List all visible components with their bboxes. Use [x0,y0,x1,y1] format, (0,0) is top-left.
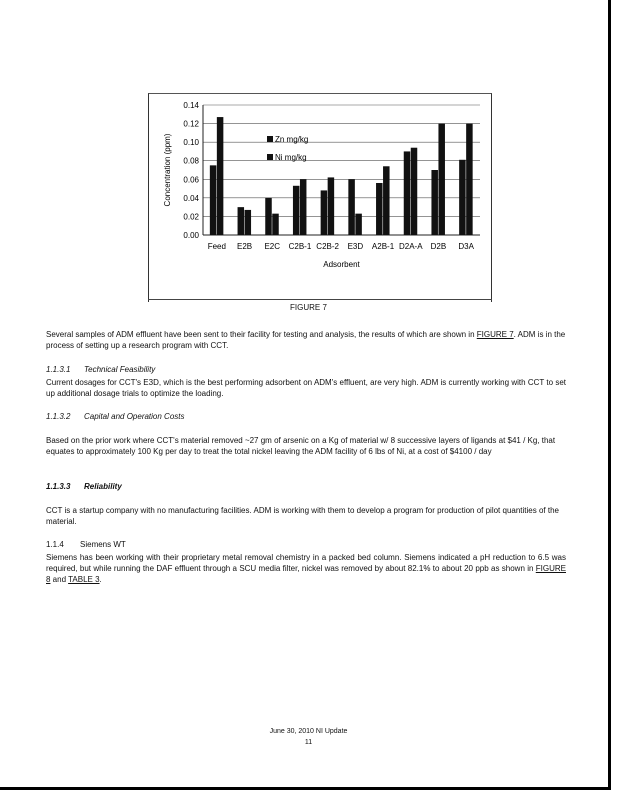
figure-7-link[interactable]: FIGURE 7 [476,330,514,339]
y-tick-label: 0.10 [183,138,199,148]
x-tick-label: D2A-A [398,242,423,251]
y-tick-label: 0.14 [183,101,199,110]
reliability-paragraph: CCT is a startup company with no manufacturing facilities. ADM is working with them to develop a program for production of pilot quantities of the material. [46,506,559,526]
intro-text-2: . ADM is in the process of setting up a research program with CCT. [46,330,566,350]
page-edge-right [608,0,611,790]
x-tick-label: Feed [207,242,226,251]
intro-paragraph [46,329,566,351]
technical-feasibility-paragraph: Current dosages for CCT's E3D, which is the best performing adsorbent on ADM's effluent, are very high. ADM is currently working with CCT to set up additional dosage trials to optimize the loading. [46,378,566,398]
section-number: 1.1.3.2 [46,412,71,421]
bar-e2b-ni [245,210,252,235]
bar-d2b-ni [438,124,445,235]
legend-swatch [267,154,273,160]
y-tick-label: 0.12 [183,119,199,129]
section-heading-reliability [46,482,122,491]
siemens-text: Siemens has been working with their proprietary metal removal chemistry in a packed bed column. Siemens indicated a pH reduction to 6.5 was required, but while running the DAF effluent through a SCU media filter, nickel was removed by about 82.1% to about 20 ppb as shown in [46,553,566,573]
figure-caption: FIGURE 7 [290,303,327,312]
bar-e2c-zn [265,198,272,235]
bar-d2a-a-zn [404,151,411,235]
bar-e2c-ni [272,214,279,235]
y-tick-label: 0.04 [183,193,199,203]
section-number: 1.1.3.3 [46,482,71,491]
legend-label: Ni mg/kg [275,153,307,162]
section-heading-capital-costs [46,412,185,421]
bar-c2b-1-ni [300,179,307,235]
bar-c2b-1-zn [293,186,300,235]
siemens-and: and [50,575,69,584]
x-tick-label: A2B-1 [371,242,395,251]
page-edge-bottom [0,787,611,790]
figure-7-chart [148,93,492,303]
intro-text-1: Several samples of ADM effluent have been sent to their facility for testing and analysis, the results of which are shown in [46,330,477,339]
legend-label: Zn mg/kg [275,135,309,144]
bar-feed-zn [210,165,217,235]
x-axis-label: Adsorbent [323,260,360,269]
section-heading-siemens [46,540,126,549]
bar-d2b-zn [431,170,438,235]
x-tick-label: D2B [430,242,447,251]
bar-e2b-zn [238,207,245,235]
y-tick-label: 0.00 [183,231,199,240]
y-tick-label: 0.02 [183,212,199,222]
bar-feed-ni [217,117,224,235]
bar-d3a-zn [459,160,466,235]
bar-a2b-1-ni [383,166,390,235]
legend-swatch [267,136,273,142]
bar-d2a-a-ni [411,148,418,235]
section-title: Technical Feasibility [84,365,156,374]
footer-date: June 30, 2010 NI Update [269,728,348,735]
x-tick-label: D3A [458,242,474,251]
bar-c2b-2-zn [321,190,328,235]
bar-d3a-ni [466,124,473,235]
x-tick-label: E2B [236,242,253,251]
section-number: 1.1.4 [46,540,64,549]
bar-a2b-1-zn [376,183,383,235]
bar-e3d-ni [355,214,362,235]
x-tick-label: E3D [347,242,364,251]
page-number: 11 [304,739,313,746]
section-heading-technical-feasibility [46,365,155,374]
section-title: Reliability [84,482,122,491]
y-tick-label: 0.08 [183,156,199,166]
table-3-link[interactable]: TABLE 3 [68,575,100,584]
bar-c2b-2-ni [328,177,335,235]
x-tick-label: C2B-1 [288,242,312,251]
capital-costs-paragraph: Based on the prior work where CCT's material removed ~27 gm of arsenic on a Kg of material w/ 8 successive layers of ligands at $41 / Kg, that equates to approximately 100 Kg per day to treat the total nickel leaving the ADM facility of 6 lbs of Ni, at a cost of $4100 / day [46,436,556,456]
x-tick-label: E2C [264,242,281,251]
siemens-end: . [99,575,102,584]
figure-8-link[interactable]: FIGURE 8 [46,564,566,584]
y-axis-label: Concentration (ppm) [163,133,172,207]
siemens-paragraph [46,552,566,585]
x-tick-label: C2B-2 [316,242,339,251]
section-title: Capital and Operation Costs [84,412,185,421]
y-tick-label: 0.06 [183,175,199,185]
section-number: 1.1.3.1 [46,365,71,374]
bar-e3d-zn [348,179,355,235]
section-title: Siemens WT [80,540,126,549]
